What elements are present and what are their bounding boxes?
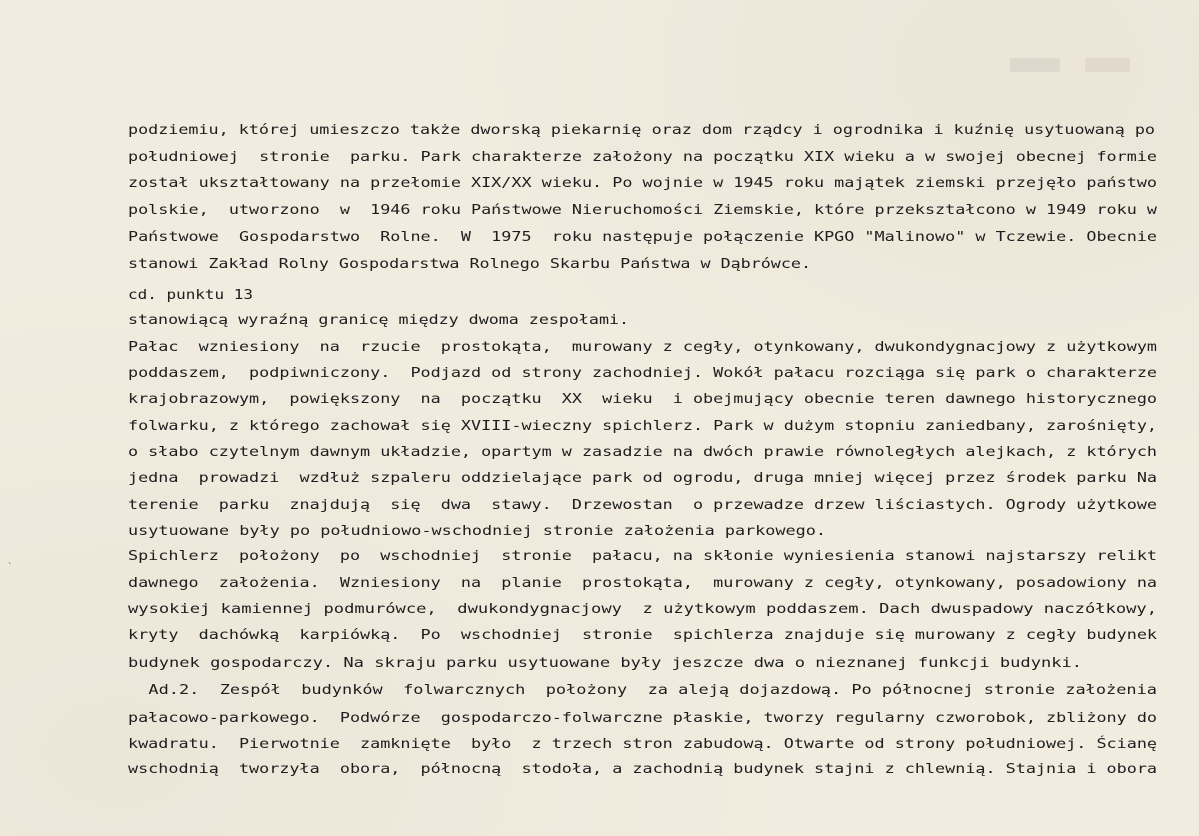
text-line: krajobrazowym, powiększony na początku XX wieku i obejmujący obecnie teren dawnego historycznego — [128, 392, 1157, 407]
text-line: kryty dachówką karpiówką. Po wschodniej stronie spichlerza znajduje się murowany z cegły budynek — [128, 628, 1157, 643]
text-line: cd. punktu 13 — [128, 288, 253, 303]
text-line: o słabo czytelnym dawnym układzie, opartym w zasadzie na dwóch prawie równoległych alejkach, z których — [128, 445, 1157, 460]
margin-tick-mark: ˋ — [8, 562, 12, 573]
text-line: został ukształtowany na przełomie XIX/XX wieku. Po wojnie w 1945 roku majątek ziemski przejęło państwo — [128, 176, 1157, 191]
text-line: kwadratu. Pierwotnie zamknięte było z trzech stron zabudową. Otwarte od strony południowej. Ścianę — [128, 737, 1157, 752]
text-line: poddaszem, podpiwniczony. Podjazd od strony zachodniej. Wokół pałacu rozciąga się park o charakterze — [128, 366, 1157, 381]
text-line: Państwowe Gospodarstwo Rolne. W 1975 roku następuje połączenie KPGO "Malinowo" w Tczewie. Obecnie — [128, 230, 1157, 245]
text-line: południowej stronie parku. Park charakterze założony na początku XIX wieku a w swojej obecnej formie — [128, 150, 1157, 165]
text-line: Spichlerz położony po wschodniej stronie pałacu, na skłonie wyniesienia stanowi najstarszy relikt — [128, 549, 1157, 564]
text-line: pałacowo-parkowego. Podwórze gospodarczo-folwarczne płaskie, tworzy regularny czworobok, zbliżony do — [128, 711, 1157, 726]
text-line: usytuowane były po południowo-wschodniej stronie założenia parkowego. — [128, 524, 826, 539]
text-line: polskie, utworzono w 1946 roku Państwowe Nieruchomości Ziemskie, które przekształcono w 1949 roku w — [128, 203, 1157, 218]
text-line: stanowiącą wyraźną granicę między dwoma zespołami. — [128, 313, 629, 328]
text-line: dawnego założenia. Wzniesiony na planie prostokąta, murowany z cegły, otynkowany, posadowiony na — [128, 576, 1157, 591]
text-line: Pałac wzniesiony na rzucie prostokąta, murowany z cegły, otynkowany, dwukondygnacjowy z użytkowym — [128, 340, 1157, 355]
text-line: wysokiej kamiennej podmurówce, dwukondygnacjowy z użytkowym poddaszem. Dach dwuspadowy naczółkowy, — [128, 602, 1157, 617]
text-line: jedna prowadzi wzdłuż szpaleru oddzielające park od ogrodu, druga mniej więcej przez środek parku Na — [128, 471, 1157, 486]
text-line: podziemiu, której umieszczo także dworską piekarnię oraz dom rządcy i ogrodnika i kuźnię usytuowaną po — [128, 123, 1155, 138]
show-through-mark — [1010, 58, 1060, 72]
text-line: budynek gospodarczy. Na skraju parku usytuowane były jeszcze dwa o nieznanej funkcji budynki. — [128, 656, 1082, 671]
text-line: folwarku, z którego zachował się XVIII-wieczny spichlerz. Park w dużym stopniu zaniedbany, zarośnięty, — [128, 419, 1157, 434]
text-line: stanowi Zakład Rolny Gospodarstwa Rolnego Skarbu Państwa w Dąbrówce. — [128, 257, 811, 272]
text-line: wschodnią tworzyła obora, północną stodoła, a zachodnią budynek stajni z chlewnią. Stajnia i obora — [128, 762, 1157, 777]
show-through-mark — [1085, 58, 1130, 72]
text-line: terenie parku znajdują się dwa stawy. Drzewostan o przewadze drzew liściastych. Ogrody użytkowe — [128, 498, 1157, 513]
text-line: Ad.2. Zespół budynków folwarcznych położony za aleją dojazdową. Po północnej stronie założenia — [128, 683, 1157, 698]
